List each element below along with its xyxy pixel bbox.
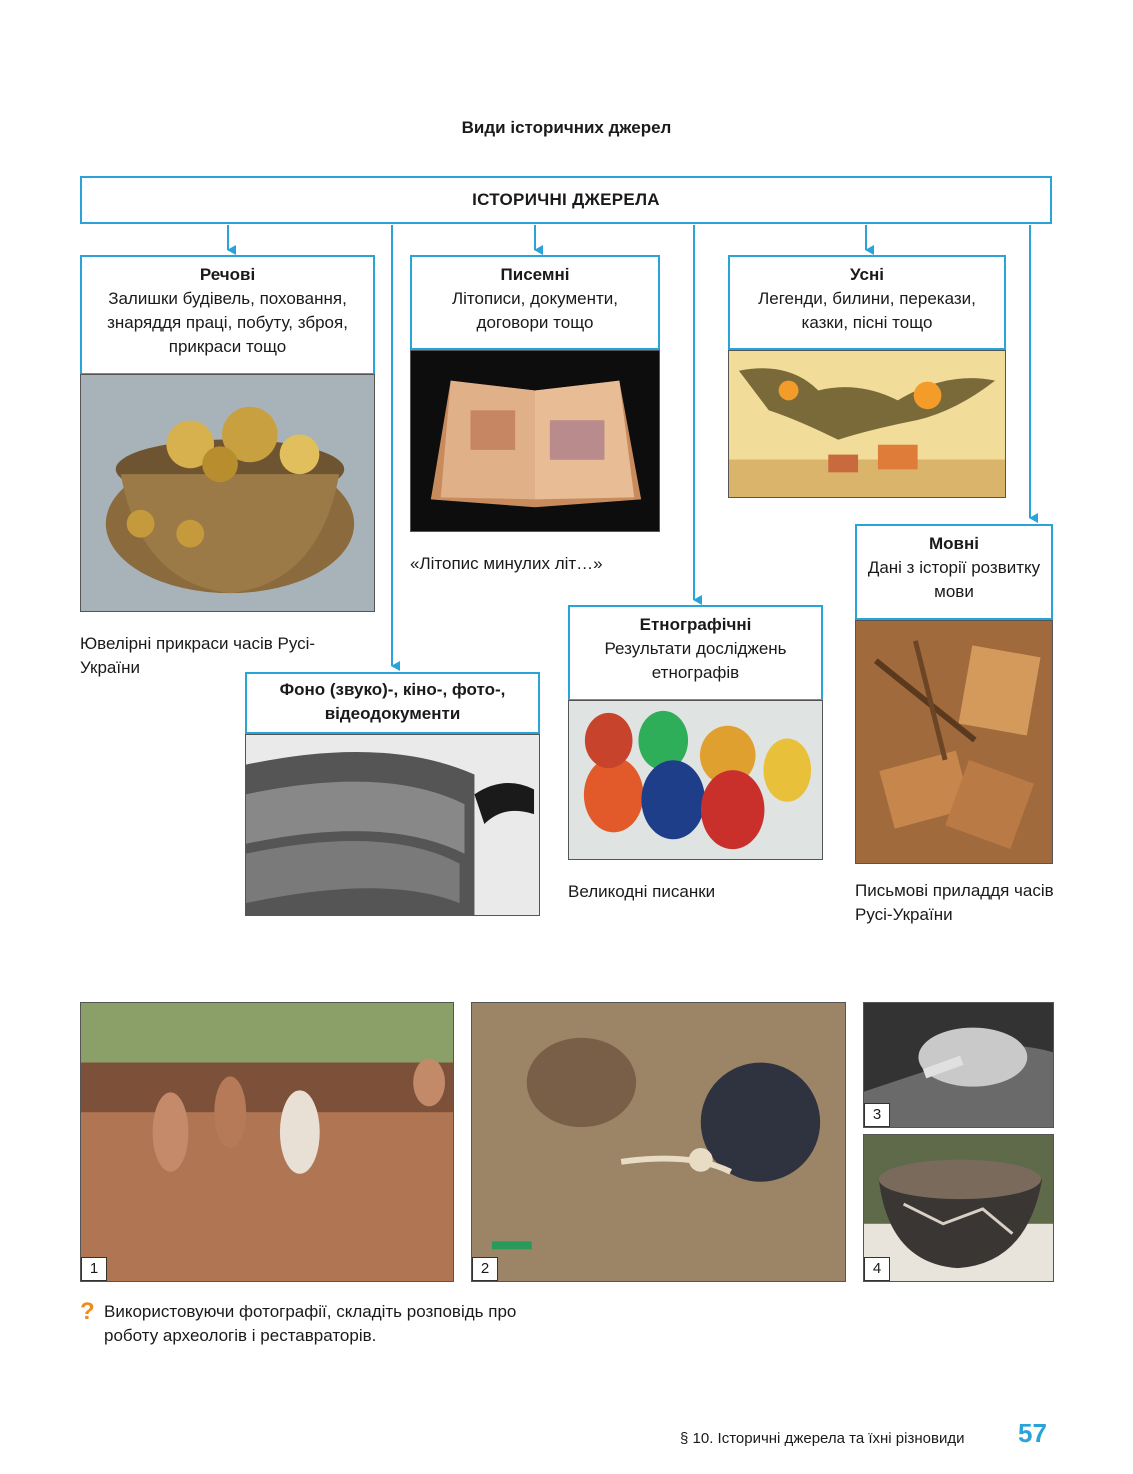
oral-text: Легенди, билини, перекази, казки, пісні тощо: [758, 289, 976, 332]
writing-tools-caption: Письмові приладдя часів Русі-України: [855, 881, 1054, 924]
root-label: ІСТОРИЧНІ ДЖЕРЕЛА: [472, 190, 660, 209]
question-icon: ?: [80, 1298, 95, 1325]
written-title: Писемні: [500, 265, 570, 284]
page-number: 57: [1018, 1418, 1047, 1448]
brush-cleaning-photo: [863, 1002, 1054, 1128]
photo-number-3: 3: [864, 1103, 890, 1127]
easter-eggs-photo: [568, 700, 823, 860]
writing-tools-photo: [855, 620, 1053, 864]
audiovisual-title: Фоно (звуко)-, кіно-, фото-, відеодокументи: [279, 680, 506, 723]
linguistic-text: Дані з історії розвитку мови: [867, 558, 1041, 601]
easter-eggs-caption: Великодні писанки: [568, 882, 716, 901]
restored-bowl-photo: [863, 1134, 1054, 1282]
dragon-painting-photo: [728, 350, 1006, 498]
written-box: [410, 255, 660, 350]
linguistic-box: [855, 524, 1053, 620]
oral-box: [728, 255, 1006, 350]
film-reel-photo: [245, 734, 540, 916]
ethnographic-text: Результати досліджень етнографів: [604, 639, 787, 682]
jewelry-pot-photo: [80, 374, 375, 612]
question-text: Використовуючи фотографії, складіть розповідь про роботу археологів і реставраторів.: [104, 1302, 517, 1345]
chronicle-book-photo: [410, 350, 660, 532]
root-box: [80, 176, 1052, 224]
material-title: Речові: [199, 265, 256, 284]
material-text: Залишки будівель, поховання, знаряддя праці, побуту, зброя, прикраси тощо: [107, 289, 348, 356]
oral-title: Усні: [850, 265, 884, 284]
audiovisual-box: [245, 672, 540, 734]
ethnographic-title: Етнографічні: [639, 615, 752, 634]
footer-section-title: § 10. Історичні джерела та їхні різновиди: [680, 1430, 965, 1447]
page-title: Види історичних джерел: [461, 118, 672, 137]
linguistic-title: Мовні: [929, 534, 979, 553]
material-box: [80, 255, 375, 375]
photo-number-4: 4: [864, 1257, 890, 1281]
photo-number-2: 2: [472, 1257, 498, 1281]
ethnographic-box: [568, 605, 823, 701]
written-text: Літописи, документи, договори тощо: [452, 289, 618, 332]
excavation-photo-1: [80, 1002, 454, 1282]
photo-number-1: 1: [81, 1257, 107, 1281]
excavation-photo-2: [471, 1002, 846, 1282]
chronicle-caption: «Літопис минулих літ…»: [410, 554, 603, 573]
jewelry-caption: Ювелірні прикраси часів Русі-України: [80, 634, 316, 677]
